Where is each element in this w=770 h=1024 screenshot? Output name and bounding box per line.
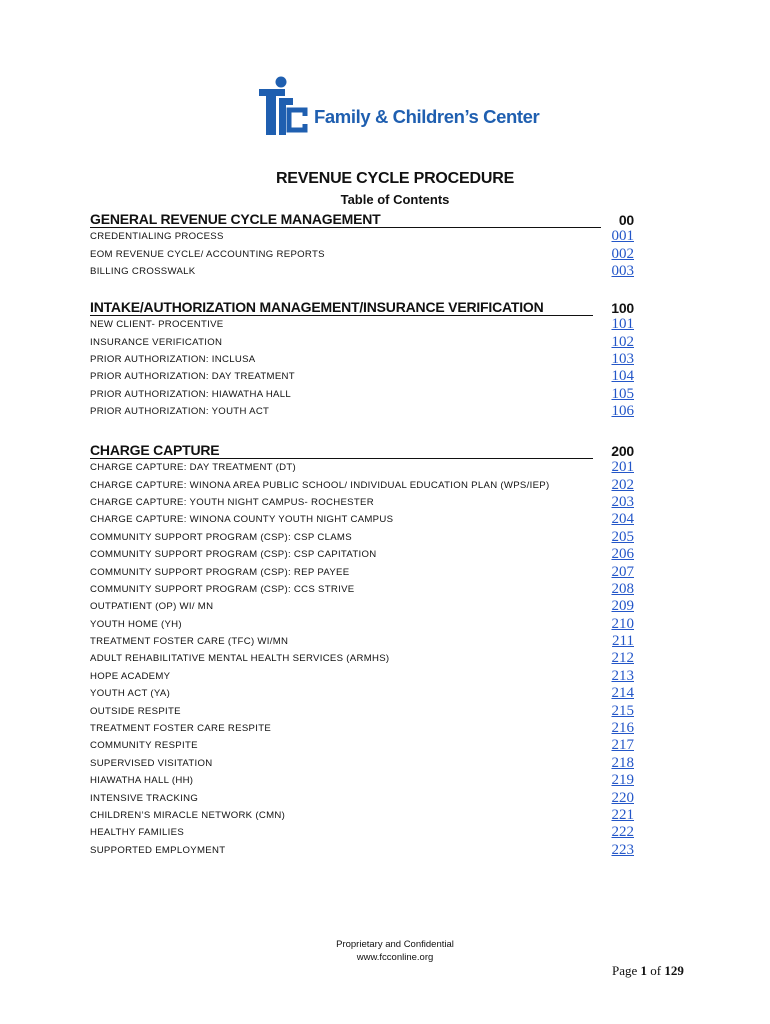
toc-item-link[interactable]: 223 [611,841,634,858]
toc-row [90,789,634,806]
toc-item-label: CHARGE CAPTURE: WINONA AREA PUBLIC SCHOOL/ INDIVIDUAL EDUCATION PLAN (WPS/IEP) [90,479,550,491]
page-total: 129 [664,963,684,978]
toc-item-label: ADULT REHABILITATIVE MENTAL HEALTH SERVICES (ARMHS) [90,653,390,665]
page-footer [0,938,770,964]
toc-item-label: PRIOR AUTHORIZATION: HIAWATHA HALL [90,388,292,400]
toc-item-link[interactable]: 211 [612,633,634,650]
toc-item-label: EOM REVENUE CYCLE/ ACCOUNTING REPORTS [90,248,325,260]
toc-row [90,755,634,772]
toc-row [90,476,634,493]
toc-item-label: HIAWATHA HALL (HH) [90,775,194,787]
toc-row [90,386,634,403]
toc-item-label: HOPE ACADEMY [90,670,171,682]
section-charge-capture [90,442,634,859]
toc-item-label: CHARGE CAPTURE: WINONA COUNTY YOUTH NIGHT CAMPUS [90,514,394,526]
logo-text: Family & Children’s Center [314,106,540,127]
toc-item-link[interactable]: 214 [611,685,634,702]
section-header [90,299,634,316]
toc-row [90,529,634,546]
toc-item-label: PRIOR AUTHORIZATION: YOUTH ACT [90,406,270,418]
page-label: Page [612,963,638,978]
toc-item-link[interactable]: 102 [611,333,634,350]
toc-heading: Table of Contents [340,192,450,207]
toc-item-label: SUPERVISED VISITATION [90,757,213,769]
toc-item-label: CHARGE CAPTURE: DAY TREATMENT (DT) [90,462,296,474]
toc-row [90,633,634,650]
toc-item-label: COMMUNITY SUPPORT PROGRAM (CSP): CSP CAPITATION [90,549,377,561]
section-general-revenue [90,211,634,280]
toc-item-label: PRIOR AUTHORIZATION: DAY TREATMENT [90,371,295,383]
page-number [612,963,684,979]
toc-row [90,351,634,368]
toc-item-link[interactable]: 209 [611,598,634,615]
toc-item-link[interactable]: 001 [611,228,634,245]
toc-item-label: HEALTHY FAMILIES [90,827,185,839]
section-code: 00 [618,212,634,228]
toc-item-link[interactable]: 220 [611,789,634,806]
toc-row [90,807,634,824]
toc-row [90,685,634,702]
toc-item-label: BILLING CROSSWALK [90,265,196,277]
page-current: 1 [640,963,648,978]
fcc-logo [256,76,540,138]
toc-item-link[interactable]: 219 [611,772,634,789]
toc-row [90,333,634,350]
toc-item-label: INSURANCE VERIFICATION [90,336,223,348]
toc-row [90,263,634,280]
toc-item-label: TREATMENT FOSTER CARE RESPITE [90,723,272,735]
toc-item-label: OUTSIDE RESPITE [90,705,181,717]
toc-item-link[interactable]: 222 [611,824,634,841]
toc-item-label: COMMUNITY SUPPORT PROGRAM (CSP): CSP CLAMS [90,531,352,543]
toc-row [90,563,634,580]
toc-row [90,403,634,420]
section-header [90,211,634,228]
section-title: INTAKE/AUTHORIZATION MANAGEMENT/INSURANCE VERIFICATION [90,299,593,316]
toc-item-link[interactable]: 002 [611,245,634,262]
toc-item-link[interactable]: 202 [611,476,634,493]
toc-item-link[interactable]: 205 [611,528,634,545]
toc-item-label: COMMUNITY SUPPORT PROGRAM (CSP): CCS STRIVE [90,583,355,595]
toc-item-link[interactable]: 103 [611,350,634,367]
toc-row [90,546,634,563]
toc-row [90,598,634,615]
toc-item-label: CHARGE CAPTURE: YOUTH NIGHT CAMPUS- ROCHESTER [90,496,374,508]
section-header [90,442,634,459]
toc-row [90,511,634,528]
toc-item-link[interactable]: 217 [611,737,634,754]
toc-row [90,459,634,476]
footer-website: www.fcconline.org [356,952,434,963]
toc-item-label: CREDENTIALING PROCESS [90,231,224,243]
section-title: GENERAL REVENUE CYCLE MANAGEMENT [90,211,601,228]
toc-row [90,720,634,737]
toc-item-label: SUPPORTED EMPLOYMENT [90,844,226,856]
fcc-logo-mark-icon [256,76,316,138]
page-of: of [650,963,662,978]
toc-item-link[interactable]: 106 [611,403,634,420]
toc-item-label: NEW CLIENT- PROCENTIVE [90,319,224,331]
toc-row [90,245,634,262]
toc-row [90,772,634,789]
toc-item-link[interactable]: 101 [611,316,634,333]
toc-row [90,668,634,685]
toc-item-link[interactable]: 204 [611,511,634,528]
toc-item-link[interactable]: 221 [611,807,634,823]
section-intake-authorization [90,299,634,420]
toc-row [90,842,634,859]
toc-item-link[interactable]: 003 [611,262,634,279]
toc-item-link[interactable]: 207 [611,563,634,580]
toc-item-label: PRIOR AUTHORIZATION: INCLUSA [90,353,256,365]
section-title: CHARGE CAPTURE [90,442,593,459]
toc-row [90,737,634,754]
toc-item-link[interactable]: 208 [611,580,634,597]
toc-item-label: YOUTH ACT (YA) [90,688,171,700]
toc-item-link[interactable]: 104 [611,368,634,385]
toc-item-link[interactable]: 203 [611,493,634,510]
toc-row [90,228,634,245]
toc-item-label: INTENSIVE TRACKING [90,792,199,804]
toc-item-link[interactable]: 215 [611,702,634,719]
toc-row [90,824,634,841]
toc-item-link[interactable]: 218 [611,754,634,771]
toc-row [90,494,634,511]
toc-row [90,650,634,667]
section-code: 200 [611,443,634,459]
toc-row [90,316,634,333]
toc-item-link[interactable]: 213 [611,667,634,684]
toc-row [90,368,634,385]
toc-item-link[interactable]: 206 [611,546,634,563]
toc-row [90,581,634,598]
toc-item-link[interactable]: 212 [611,650,634,667]
toc-item-link[interactable]: 105 [611,385,634,402]
toc-item-label: YOUTH HOME (YH) [90,618,182,630]
footer-confidential: Proprietary and Confidential [336,939,454,950]
toc-item-label: COMMUNITY SUPPORT PROGRAM (CSP): REP PAYEE [90,566,350,578]
toc-item-label: TREATMENT FOSTER CARE (TFC) WI/MN [90,636,289,648]
toc-item-link[interactable]: 210 [611,615,634,632]
toc-item-label: COMMUNITY RESPITE [90,740,198,752]
toc-item-label: CHILDREN’S MIRACLE NETWORK (CMN) [90,810,286,821]
toc-row [90,702,634,719]
section-code: 100 [611,300,634,316]
toc-item-link[interactable]: 201 [611,459,634,476]
toc-row [90,616,634,633]
document-title: REVENUE CYCLE PROCEDURE [275,170,515,187]
toc-item-label: OUTPATIENT (OP) WI/ MN [90,601,214,613]
toc-item-link[interactable]: 216 [611,720,634,737]
